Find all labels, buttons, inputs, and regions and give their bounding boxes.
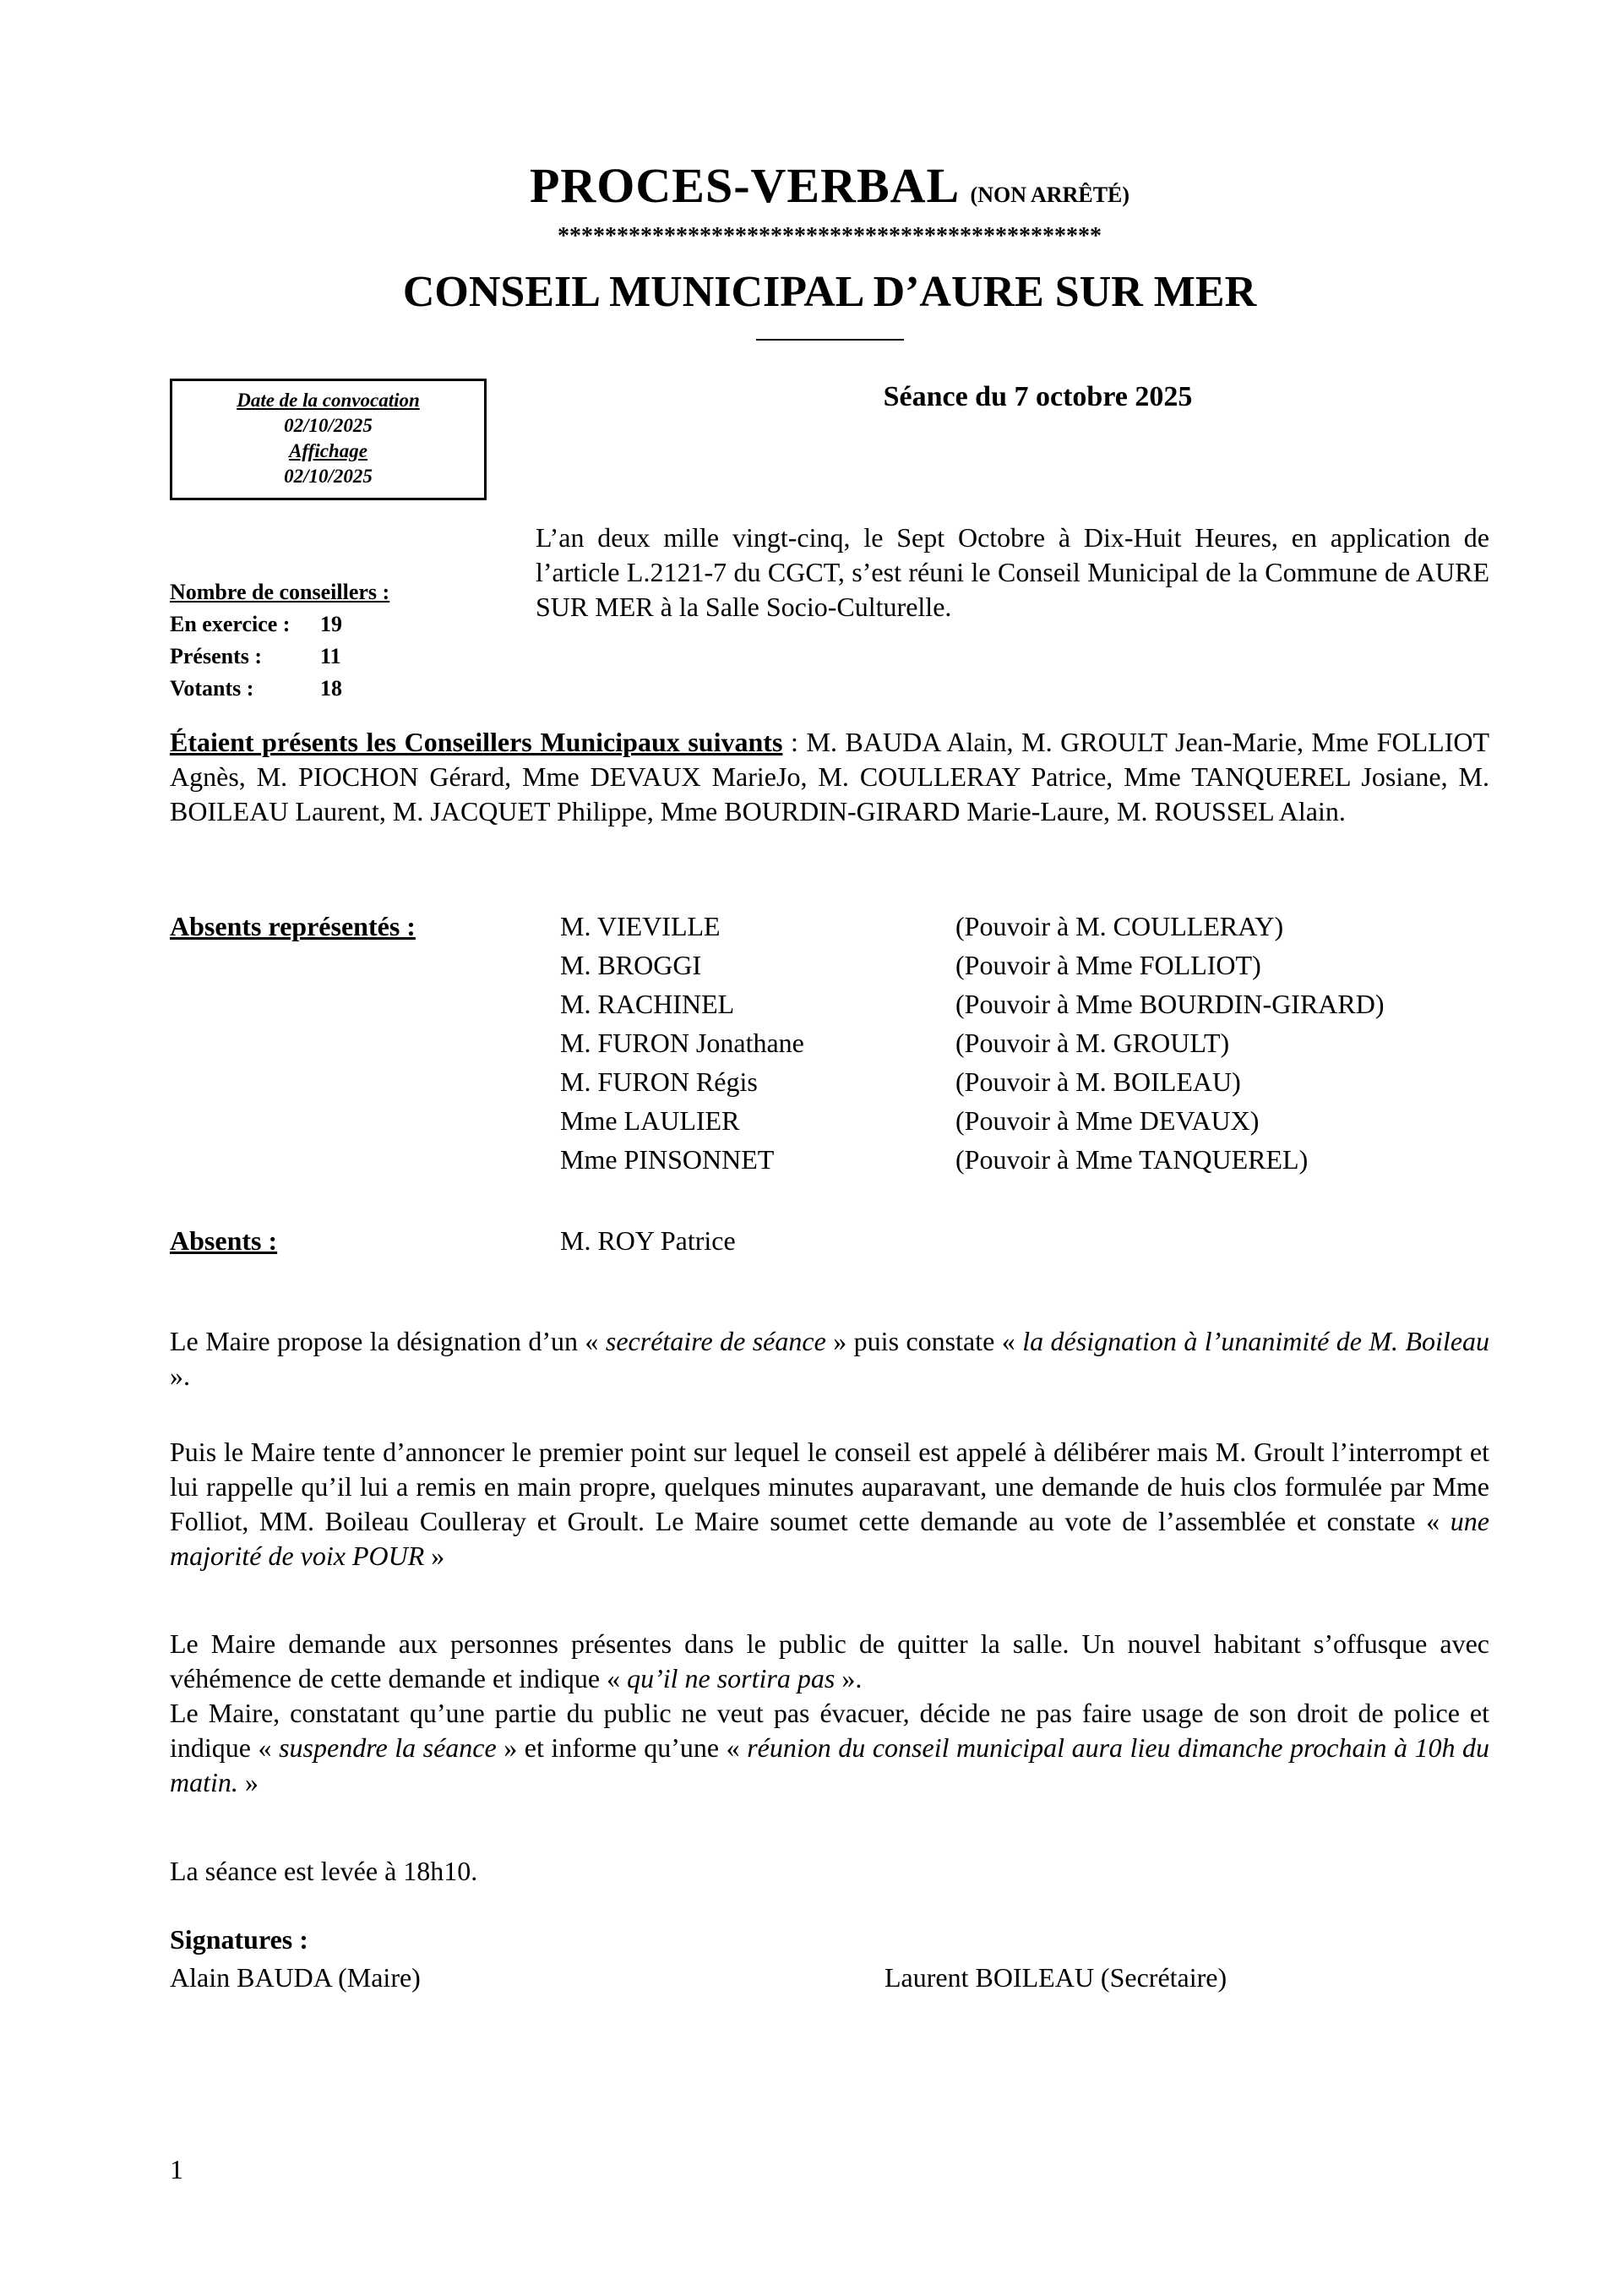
text-segment: Le Maire propose la désignation d’un « bbox=[170, 1326, 606, 1356]
absent-name: M. ROY Patrice bbox=[560, 1225, 736, 1256]
absent-name: M. BROGGI bbox=[560, 950, 702, 980]
absent-pouvoir: (Pouvoir à M. BOILEAU) bbox=[955, 1066, 1241, 1097]
closing-line: La séance est levée à 18h10. bbox=[170, 1856, 478, 1886]
presents-paragraph bbox=[170, 725, 1489, 829]
absent-pouvoir: (Pouvoir à M. GROULT) bbox=[955, 1028, 1230, 1058]
conseillers-row bbox=[170, 608, 536, 641]
paragraph-suspension bbox=[170, 1696, 1489, 1800]
absent-name: Mme PINSONNET bbox=[560, 1144, 775, 1175]
absent-row bbox=[560, 1140, 1489, 1179]
absents-representes-section bbox=[170, 907, 1489, 1179]
absent-pouvoir: (Pouvoir à Mme BOURDIN-GIRARD) bbox=[955, 989, 1385, 1019]
absent-row bbox=[560, 946, 1489, 984]
conseillers-label: Votants : bbox=[170, 676, 254, 701]
absent-pouvoir: (Pouvoir à Mme FOLLIOT) bbox=[955, 950, 1261, 980]
conseillers-label: En exercice : bbox=[170, 612, 291, 636]
document-title-text: PROCES-VERBAL bbox=[529, 158, 958, 213]
text-segment: suspendre la séance bbox=[279, 1732, 497, 1763]
text-segment: qu’il ne sortira pas bbox=[627, 1663, 835, 1693]
signatures-row bbox=[170, 1961, 1489, 1995]
document-title bbox=[170, 159, 1489, 222]
conseillers-value: 11 bbox=[320, 644, 341, 668]
absents-heading: Absents : bbox=[170, 1225, 278, 1256]
text-segment: » bbox=[424, 1541, 445, 1571]
conseillers-value: 18 bbox=[320, 676, 342, 701]
absents-section bbox=[170, 1221, 1489, 1260]
text-segment: réunion du conseil municipal aura lieu dimanche prochain à 10h du matin. bbox=[170, 1732, 1490, 1797]
asterisk-divider: ********************************************** bbox=[558, 223, 1102, 249]
text-segment: ». bbox=[835, 1663, 863, 1693]
absent-name: M. FURON Jonathane bbox=[560, 1028, 804, 1058]
text-segment: la désignation à l’unanimité de M. Boileau bbox=[1022, 1326, 1490, 1356]
left-column bbox=[170, 379, 536, 705]
text-segment: Le Maire, constatant qu’une partie du public ne veut pas évacuer, décide ne pas faire usage de son droit de police et indique « bbox=[170, 1698, 1489, 1763]
text-segment: » et informe qu’une « bbox=[496, 1732, 748, 1763]
text-segment: ». bbox=[170, 1361, 190, 1391]
conseillers-count-block bbox=[170, 576, 536, 705]
absent-pouvoir: (Pouvoir à Mme DEVAUX) bbox=[955, 1105, 1260, 1136]
document-title-status: (NON ARRÊTÉ) bbox=[970, 183, 1130, 207]
signature-secretaire: Laurent BOILEAU (Secrétaire) bbox=[884, 1962, 1227, 1993]
presents-heading: Étaient présents les Conseillers Municipaux suivants bbox=[170, 727, 783, 757]
paragraph-huis-clos bbox=[170, 1435, 1489, 1573]
conseillers-value: 19 bbox=[320, 612, 342, 636]
absent-row bbox=[560, 907, 1489, 946]
paragraph-public bbox=[170, 1627, 1489, 1696]
subtitle-rule bbox=[756, 339, 904, 341]
text-segment: secrétaire de séance bbox=[605, 1326, 826, 1356]
text-segment: » puis constate « bbox=[825, 1326, 1023, 1356]
signatures-heading: Signatures : bbox=[170, 1924, 308, 1955]
absent-name: M. FURON Régis bbox=[560, 1066, 758, 1097]
convocation-date-value: 02/10/2025 bbox=[284, 415, 373, 436]
conseillers-heading: Nombre de conseillers : bbox=[170, 580, 390, 604]
absent-row bbox=[560, 1101, 1489, 1140]
text-segment: » bbox=[237, 1767, 259, 1797]
absents-representes-heading: Absents représentés : bbox=[170, 911, 416, 941]
absent-name: Mme LAULIER bbox=[560, 1105, 740, 1136]
signature-maire: Alain BAUDA (Maire) bbox=[170, 1962, 421, 1993]
paragraph-secretaire-seance bbox=[170, 1324, 1489, 1393]
absent-row bbox=[560, 1221, 1489, 1260]
absent-name: M. RACHINEL bbox=[560, 989, 735, 1019]
affichage-date-value: 02/10/2025 bbox=[284, 466, 373, 487]
document-header bbox=[170, 159, 1489, 341]
text-segment: Puis le Maire tente d’annoncer le premier point sur lequel le conseil est appelé à délibérer mais M. Groult l’interrompt et lui rappelle qu’il lui a remis en main propre, quelques minutes auparavant, une demande de huis clos formulée par Mme Folliot, MM. Boileau Coulleray et Groult. Le Maire soumet cette demande au vote de l’assemblée et constate « bbox=[170, 1437, 1489, 1536]
conseillers-label: Présents : bbox=[170, 644, 263, 668]
right-column bbox=[536, 379, 1489, 705]
intro-paragraph: L’an deux mille vingt-cinq, le Sept Octobre à Dix-Huit Heures, en application de l’article L.2121-7 du CGCT, s’est réuni le Conseil Municipal de la Commune de AURE SUR MER à la Salle Socio-Culturelle. bbox=[536, 522, 1489, 622]
header-columns bbox=[170, 379, 1489, 705]
conseillers-row bbox=[170, 641, 536, 673]
absents-table bbox=[560, 1221, 1489, 1260]
affichage-label: Affichage bbox=[289, 440, 367, 461]
session-date: Séance du 7 octobre 2025 bbox=[883, 381, 1193, 412]
absent-row bbox=[560, 1062, 1489, 1101]
conseillers-row bbox=[170, 673, 536, 705]
absents-representes-table bbox=[560, 907, 1489, 1179]
convocation-date-label: Date de la convocation bbox=[237, 390, 420, 411]
text-segment: Le Maire demande aux personnes présentes dans le public de quitter la salle. Un nouvel habitant s’offusque avec véhémence de cette demande et indique « bbox=[170, 1628, 1489, 1693]
presents-list: : M. BAUDA Alain, M. GROULT Jean-Marie, Mme FOLLIOT Agnès, M. PIOCHON Gérard, Mme DEVAUX MarieJo, M. COULLERAY Patrice, Mme TANQUEREL Josiane, M. BOILEAU Laurent, M. JACQUET Philippe, Mme BOURDIN-GIRARD Marie-Laure, M. ROUSSEL Alain. bbox=[170, 727, 1490, 826]
absent-pouvoir: (Pouvoir à Mme TANQUEREL) bbox=[955, 1144, 1309, 1175]
council-title: CONSEIL MUNICIPAL D’AURE SUR MER bbox=[402, 268, 1257, 316]
page-number: 1 bbox=[170, 2154, 183, 2184]
absent-row bbox=[560, 984, 1489, 1023]
convocation-box bbox=[170, 379, 487, 500]
text-segment: une majorité de voix POUR bbox=[170, 1506, 1489, 1571]
absent-pouvoir: (Pouvoir à M. COULLERAY) bbox=[955, 911, 1284, 941]
absent-row bbox=[560, 1023, 1489, 1062]
absent-name: M. VIEVILLE bbox=[560, 911, 721, 941]
